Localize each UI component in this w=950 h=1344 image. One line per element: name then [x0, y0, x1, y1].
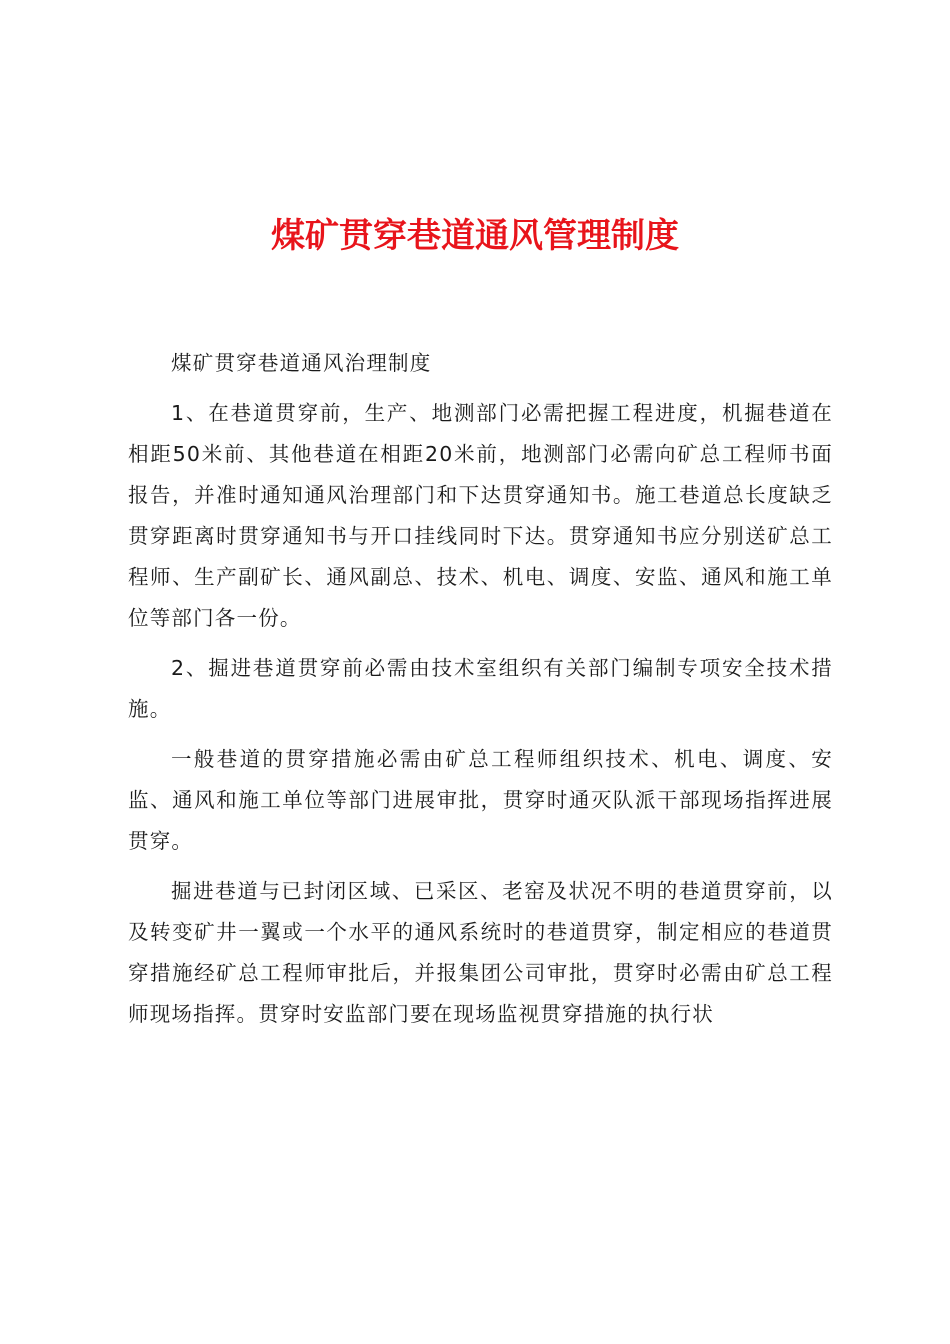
document-body — [128, 343, 833, 1044]
paragraph-closed-areas: 掘进巷道与已封闭区域、已采区、老窑及状况不明的巷道贯穿前，以及转变矿井一翼或一个水平的通风系统时的巷道贯穿，制定相应的巷道贯穿措施经矿总工程师审批后，并报集团公司审批，贯穿时必需由矿总工程师现场指挥。贯穿时安监部门要在现场监视贯穿措施的执行状 — [128, 879, 833, 1026]
paragraph-item-1: 1、在巷道贯穿前，生产、地测部门必需把握工程进度，机掘巷道在相距50米前、其他巷道在相距20米前，地测部门必需向矿总工程师书面报告，并准时通知通风治理部门和下达贯穿通知书。施工巷道总长度缺乏贯穿距离时贯穿通知书与开口挂线同时下达。贯穿通知书应分别送矿总工程师、生产副矿长、通风副总、技术、机电、调度、安监、通风和施工单位等部门各一份。 — [128, 401, 833, 630]
document-title: 煤矿贯穿巷道通风管理制度 — [271, 216, 679, 256]
paragraph-subtitle: 煤矿贯穿巷道通风治理制度 — [171, 351, 432, 375]
paragraph-item-2: 2、掘进巷道贯穿前必需由技术室组织有关部门编制专项安全技术措施。 — [128, 656, 833, 721]
paragraph-general-tunnels: 一般巷道的贯穿措施必需由矿总工程师组织技术、机电、调度、安监、通风和施工单位等部门进展审批，贯穿时通灭队派干部现场指挥进展贯穿。 — [128, 747, 833, 853]
